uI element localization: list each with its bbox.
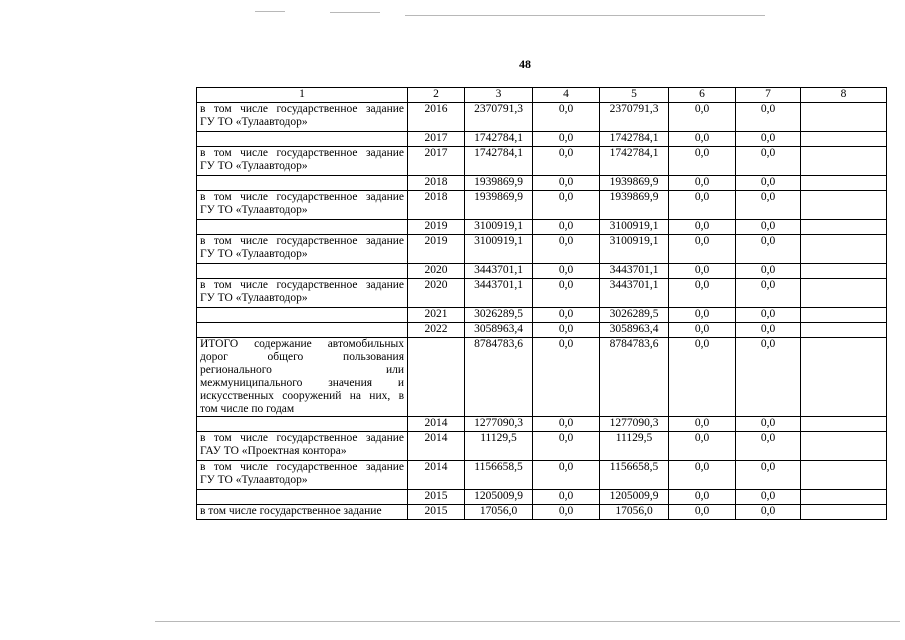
description-line: в том числе государственное задание (200, 235, 404, 247)
description-line: том числе по годам (200, 403, 295, 415)
total-cell: 1742784,1 (465, 132, 533, 147)
regional-cell: 2370791,3 (600, 103, 669, 132)
other-cell: 0,0 (736, 432, 801, 461)
scan-artifact-top-1 (255, 11, 285, 12)
description-line: регионального или (200, 364, 404, 376)
table-row (197, 103, 887, 132)
row-description (197, 264, 408, 279)
row-description (197, 432, 408, 461)
other-cell: 0,0 (736, 338, 801, 417)
table-row (197, 323, 887, 338)
year-cell: 2019 (408, 235, 465, 264)
federal-cell: 0,0 (533, 308, 600, 323)
total-cell: 3443701,1 (465, 264, 533, 279)
row-description (197, 461, 408, 490)
regional-cell: 1939869,9 (600, 191, 669, 220)
municipal-cell: 0,0 (669, 264, 736, 279)
municipal-cell: 0,0 (669, 220, 736, 235)
note-cell (801, 147, 887, 176)
description-line: ГУ ТО «Тулаавтодор» (200, 248, 308, 260)
federal-cell: 0,0 (533, 417, 600, 432)
federal-cell: 0,0 (533, 191, 600, 220)
year-cell: 2021 (408, 308, 465, 323)
description-line: в том числе государственное задание (200, 505, 382, 517)
federal-cell: 0,0 (533, 461, 600, 490)
note-cell (801, 191, 887, 220)
column-header: 6 (669, 88, 736, 103)
regional-cell: 3058963,4 (600, 323, 669, 338)
description-line: ГУ ТО «Тулаавтодор» (200, 116, 308, 128)
municipal-cell: 0,0 (669, 279, 736, 308)
other-cell: 0,0 (736, 132, 801, 147)
description-line: ГУ ТО «Тулаавтодор» (200, 204, 308, 216)
federal-cell: 0,0 (533, 432, 600, 461)
total-cell: 1205009,9 (465, 490, 533, 505)
year-cell: 2018 (408, 191, 465, 220)
municipal-cell: 0,0 (669, 176, 736, 191)
note-cell (801, 417, 887, 432)
table-row (197, 235, 887, 264)
table-row (197, 191, 887, 220)
column-header: 5 (600, 88, 669, 103)
municipal-cell: 0,0 (669, 417, 736, 432)
scan-artifact-top-2 (330, 12, 380, 13)
row-description (197, 279, 408, 308)
federal-cell: 0,0 (533, 505, 600, 520)
total-cell: 2370791,3 (465, 103, 533, 132)
year-cell: 2022 (408, 323, 465, 338)
other-cell: 0,0 (736, 103, 801, 132)
table-row (197, 220, 887, 235)
other-cell: 0,0 (736, 264, 801, 279)
other-cell: 0,0 (736, 279, 801, 308)
table-row (197, 279, 887, 308)
column-header: 8 (801, 88, 887, 103)
year-cell: 2015 (408, 505, 465, 520)
column-header: 7 (736, 88, 801, 103)
note-cell (801, 103, 887, 132)
table-row (197, 132, 887, 147)
table-header-row (197, 88, 887, 103)
description-line: ИТОГО содержание автомобильных (200, 338, 404, 350)
table-row (197, 505, 887, 520)
year-cell: 2019 (408, 220, 465, 235)
regional-cell: 1939869,9 (600, 176, 669, 191)
year-cell: 2014 (408, 461, 465, 490)
row-description (197, 103, 408, 132)
year-cell: 2018 (408, 176, 465, 191)
row-description (197, 505, 408, 520)
note-cell (801, 308, 887, 323)
description-line: в том числе государственное задание (200, 191, 404, 203)
column-header: 1 (197, 88, 408, 103)
year-cell: 2017 (408, 147, 465, 176)
federal-cell: 0,0 (533, 279, 600, 308)
table-row (197, 308, 887, 323)
municipal-cell: 0,0 (669, 132, 736, 147)
row-description (197, 490, 408, 505)
description-line: межмуниципального значения и (200, 377, 404, 389)
regional-cell: 11129,5 (600, 432, 669, 461)
federal-cell: 0,0 (533, 103, 600, 132)
table-row (197, 338, 887, 417)
total-cell: 1277090,3 (465, 417, 533, 432)
scan-artifact-bottom (155, 621, 900, 622)
page-number: 48 (519, 57, 531, 71)
description-line: дорог общего пользования (200, 351, 404, 363)
note-cell (801, 505, 887, 520)
row-description (197, 338, 408, 417)
total-cell: 1156658,5 (465, 461, 533, 490)
note-cell (801, 176, 887, 191)
year-cell: 2020 (408, 279, 465, 308)
regional-cell: 8784783,6 (600, 338, 669, 417)
federal-cell: 0,0 (533, 220, 600, 235)
description-line: ГАУ ТО «Проектная контора» (200, 445, 347, 457)
regional-cell: 1277090,3 (600, 417, 669, 432)
note-cell (801, 264, 887, 279)
other-cell: 0,0 (736, 417, 801, 432)
description-line: ГУ ТО «Тулаавтодор» (200, 160, 308, 172)
regional-cell: 1156658,5 (600, 461, 669, 490)
other-cell: 0,0 (736, 323, 801, 338)
total-cell: 11129,5 (465, 432, 533, 461)
table-row (197, 490, 887, 505)
municipal-cell: 0,0 (669, 308, 736, 323)
federal-cell: 0,0 (533, 323, 600, 338)
total-cell: 3058963,4 (465, 323, 533, 338)
description-line: в том числе государственное задание (200, 147, 404, 159)
note-cell (801, 432, 887, 461)
table-row (197, 264, 887, 279)
row-description (197, 191, 408, 220)
column-header: 4 (533, 88, 600, 103)
municipal-cell: 0,0 (669, 505, 736, 520)
note-cell (801, 338, 887, 417)
column-header: 2 (408, 88, 465, 103)
description-line: в том числе государственное задание (200, 279, 404, 291)
total-cell: 17056,0 (465, 505, 533, 520)
other-cell: 0,0 (736, 176, 801, 191)
other-cell: 0,0 (736, 191, 801, 220)
municipal-cell: 0,0 (669, 147, 736, 176)
scan-artifact-top-3 (405, 15, 765, 16)
regional-cell: 3443701,1 (600, 279, 669, 308)
table-row (197, 417, 887, 432)
note-cell (801, 235, 887, 264)
other-cell: 0,0 (736, 308, 801, 323)
regional-cell: 17056,0 (600, 505, 669, 520)
budget-table (196, 87, 887, 520)
table-row (197, 432, 887, 461)
federal-cell: 0,0 (533, 132, 600, 147)
description-line: ГУ ТО «Тулаавтодор» (200, 292, 308, 304)
table-row (197, 147, 887, 176)
federal-cell: 0,0 (533, 264, 600, 279)
total-cell: 3443701,1 (465, 279, 533, 308)
description-line: в том числе государственное задание (200, 432, 404, 444)
regional-cell: 3443701,1 (600, 264, 669, 279)
other-cell: 0,0 (736, 147, 801, 176)
municipal-cell: 0,0 (669, 103, 736, 132)
table-row (197, 176, 887, 191)
row-description (197, 176, 408, 191)
regional-cell: 1742784,1 (600, 147, 669, 176)
other-cell: 0,0 (736, 461, 801, 490)
regional-cell: 3100919,1 (600, 220, 669, 235)
municipal-cell: 0,0 (669, 432, 736, 461)
municipal-cell: 0,0 (669, 191, 736, 220)
note-cell (801, 323, 887, 338)
note-cell (801, 220, 887, 235)
municipal-cell: 0,0 (669, 490, 736, 505)
total-cell: 1939869,9 (465, 176, 533, 191)
row-description (197, 220, 408, 235)
total-cell: 3026289,5 (465, 308, 533, 323)
year-cell: 2016 (408, 103, 465, 132)
row-description (197, 323, 408, 338)
municipal-cell: 0,0 (669, 323, 736, 338)
year-cell (408, 338, 465, 417)
row-description (197, 417, 408, 432)
description-line: искусственных сооружений на них, в (200, 390, 404, 402)
federal-cell: 0,0 (533, 490, 600, 505)
regional-cell: 1205009,9 (600, 490, 669, 505)
description-line: ГУ ТО «Тулаавтодор» (200, 474, 308, 486)
row-description (197, 147, 408, 176)
total-cell: 1742784,1 (465, 147, 533, 176)
other-cell: 0,0 (736, 235, 801, 264)
description-line: в том числе государственное задание (200, 103, 404, 115)
total-cell: 3100919,1 (465, 235, 533, 264)
note-cell (801, 461, 887, 490)
federal-cell: 0,0 (533, 235, 600, 264)
year-cell: 2017 (408, 132, 465, 147)
column-header: 3 (465, 88, 533, 103)
note-cell (801, 132, 887, 147)
regional-cell: 1742784,1 (600, 132, 669, 147)
year-cell: 2015 (408, 490, 465, 505)
row-description (197, 235, 408, 264)
year-cell: 2020 (408, 264, 465, 279)
federal-cell: 0,0 (533, 338, 600, 417)
other-cell: 0,0 (736, 220, 801, 235)
table-row (197, 461, 887, 490)
total-cell: 1939869,9 (465, 191, 533, 220)
total-cell: 8784783,6 (465, 338, 533, 417)
description-line: в том числе государственное задание (200, 461, 404, 473)
regional-cell: 3100919,1 (600, 235, 669, 264)
municipal-cell: 0,0 (669, 338, 736, 417)
note-cell (801, 279, 887, 308)
note-cell (801, 490, 887, 505)
year-cell: 2014 (408, 432, 465, 461)
regional-cell: 3026289,5 (600, 308, 669, 323)
total-cell: 3100919,1 (465, 220, 533, 235)
municipal-cell: 0,0 (669, 461, 736, 490)
row-description (197, 308, 408, 323)
row-description (197, 132, 408, 147)
other-cell: 0,0 (736, 505, 801, 520)
other-cell: 0,0 (736, 490, 801, 505)
year-cell: 2014 (408, 417, 465, 432)
federal-cell: 0,0 (533, 147, 600, 176)
municipal-cell: 0,0 (669, 235, 736, 264)
federal-cell: 0,0 (533, 176, 600, 191)
